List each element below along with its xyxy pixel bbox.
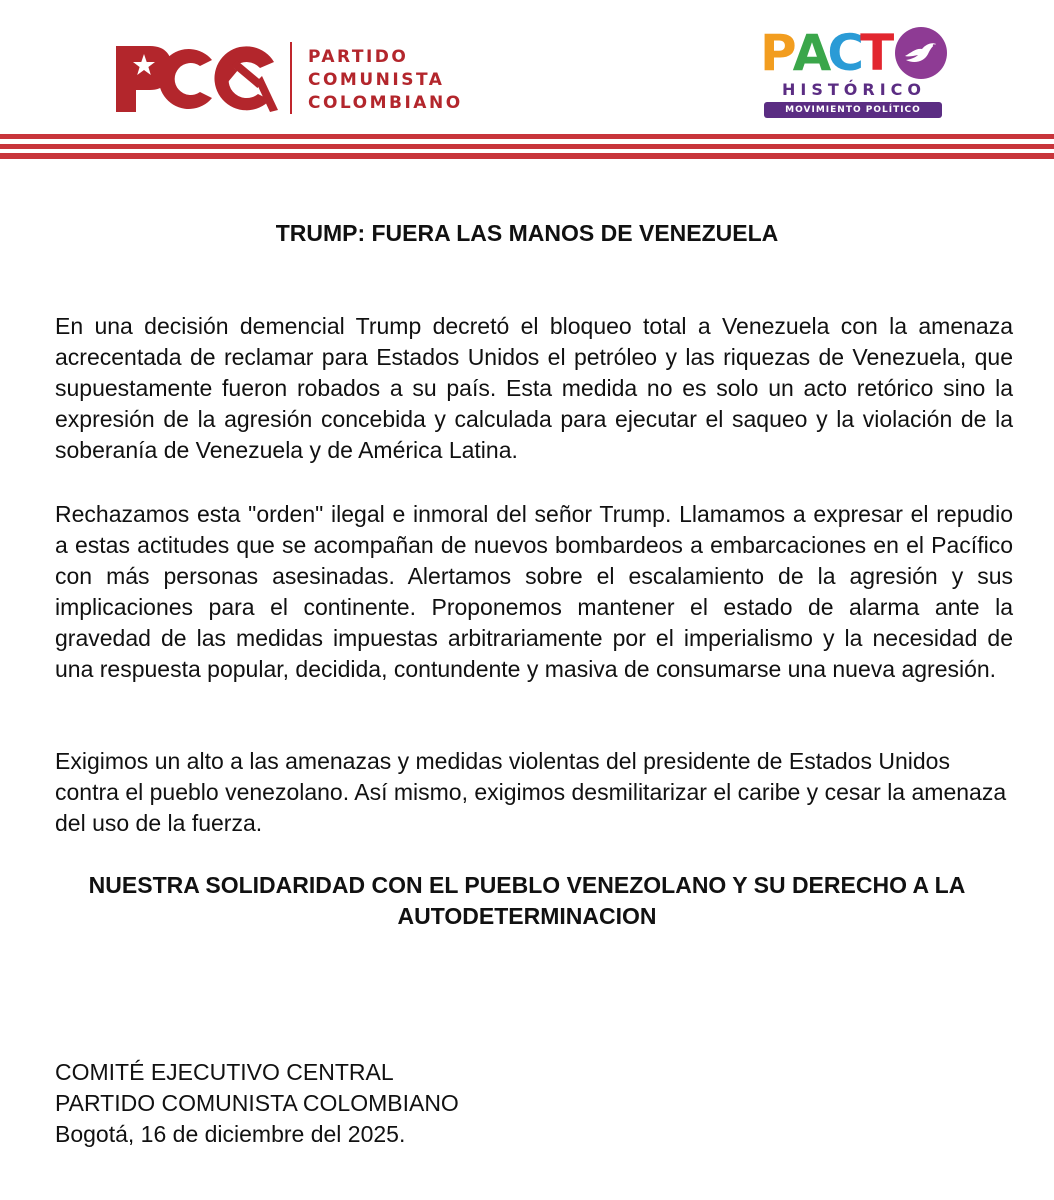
header-stripe-3 <box>0 153 1054 159</box>
signature-date: Bogotá, 16 de diciembre del 2025. <box>55 1121 406 1147</box>
letterhead <box>0 0 1054 165</box>
signature-committee: COMITÉ EJECUTIVO CENTRAL <box>55 1059 394 1085</box>
pacto-letter-t: T <box>860 24 891 82</box>
pcc-hammer-sickle-logo-icon <box>112 40 282 116</box>
paragraph-2: Rechazamos esta "orden" ilegal e inmoral del señor Trump. Llamamos a expresar el repudio a estas actitudes que se acompañan de nuevos bombardeos a embarcaciones en el Pacífico con más personas asesinadas. Alertamos sobre el escalamiento de la agresión y sus implicaciones para el continente. Proponemos mantener el estado de alarma ante la gravedad de las medidas impuestas arbitrariamente por el imperialismo y la necesidad de una respuesta popular, decidida, contundente y masiva de consumarse una nueva agresión. <box>55 501 1013 682</box>
document-title: TRUMP: FUERA LAS MANOS DE VENEZUELA <box>275 220 779 246</box>
signature-block <box>55 1057 755 1150</box>
paragraph-1: En una decisión demencial Trump decretó el bloqueo total a Venezuela con la amenaza acrecentada de reclamar para Estados Unidos el petróleo y las riquezas de Venezuela, que supuestamente fueron robados a su país. Esta medida no es solo un acto retórico sino la expresión de la agresión concebida y calculada para ejecutar el saqueo y la violación de la soberanía de Venezuela y de América Latina. <box>55 313 1013 463</box>
header-stripe-2 <box>0 144 1054 149</box>
pacto-subtitle-banner: MOVIMIENTO POLÍTICO <box>764 102 942 118</box>
pcc-name-line-2: COMUNISTA <box>308 70 445 90</box>
paragraph-3: Exigimos un alto a las amenazas y medidas violentas del presidente de Estados Unidos contra el pueblo venezolano. Así mismo, exigimos desmilitarizar el caribe y cesar la amenaza del uso de la fuerza. <box>55 748 1007 836</box>
pacto-historico-text: HISTÓRICO <box>782 80 926 99</box>
pacto-historico-logo <box>760 24 950 120</box>
closing-statement: NUESTRA SOLIDARIDAD CON EL PUEBLO VENEZOLANO Y SU DERECHO A LA AUTODETERMINACION <box>88 872 966 929</box>
pacto-letter-c: C <box>827 24 861 82</box>
signature-party: PARTIDO COMUNISTA COLOMBIANO <box>55 1090 459 1116</box>
pcc-name-line-3: COLOMBIANO <box>308 93 463 113</box>
pcc-logo <box>112 38 463 118</box>
pcc-divider <box>290 42 292 114</box>
pacto-dove-circle-icon <box>894 26 948 80</box>
pacto-letter-a: A <box>792 24 828 82</box>
pacto-letter-p: P <box>760 24 793 82</box>
header-stripe-1 <box>0 134 1054 139</box>
pcc-name-line-1: PARTIDO <box>308 47 409 67</box>
